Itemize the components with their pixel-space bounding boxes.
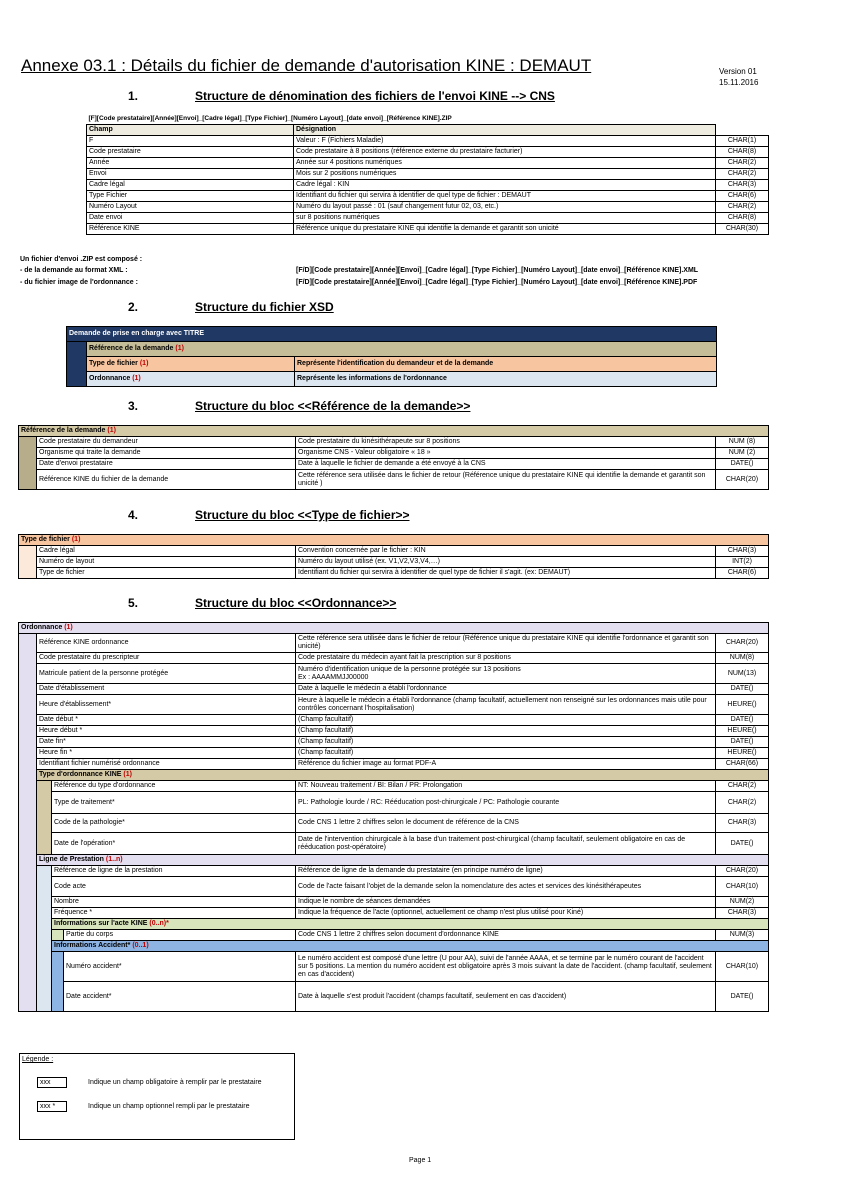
version-date: 15.11.2016: [719, 78, 759, 87]
zip-pdf-value: [F/D][Code prestataire][Année][Envoi]_[Cadre légal]_[Type Fichier]_[Numéro Layout]_[date envoi]_[Référence KINE].PDF: [296, 279, 698, 286]
info-accident-type: DATE(): [716, 982, 769, 1012]
info-accident-champ: Numéro accident*: [64, 952, 296, 982]
ordonnance-champ: Identifiant fichier numérisé ordonnance: [37, 759, 296, 770]
ligne-row: [19, 877, 769, 897]
legend-mandatory-text: Indique un champ obligatoire à remplir par le prestataire: [88, 1079, 262, 1086]
xsd-type-desc: Représente l'identification du demandeur et de la demande: [295, 357, 717, 372]
naming-type: CHAR(8): [716, 146, 769, 157]
reference-row: [19, 448, 769, 459]
legend-title: Légende :: [22, 1056, 54, 1063]
ordonnance-designation: (Champ facultatif): [296, 715, 716, 726]
ligne-champ: Fréquence *: [52, 908, 296, 919]
ligne-type: NUM(2): [716, 897, 769, 908]
ordonnance-row: [19, 726, 769, 737]
reference-champ: Référence KINE du fichier de la demande: [37, 470, 296, 490]
legend-mandatory-sample: xxx: [37, 1077, 67, 1088]
ordonnance-designation: (Champ facultatif): [296, 748, 716, 759]
info-accident-row: [19, 952, 769, 982]
section-number: 4.: [128, 508, 139, 522]
type-card: (1): [71, 536, 81, 543]
type-ord-champ: Référence du type d'ordonnance: [52, 781, 296, 792]
type-row: [19, 546, 769, 557]
ordonnance-indent: [19, 634, 37, 1012]
naming-designation: Mois sur 2 positions numériques: [294, 168, 716, 179]
ligne-type: CHAR(20): [716, 866, 769, 877]
xsd-ordonnance-label: Ordonnance: [89, 375, 133, 382]
section-title: Structure du bloc <<Ordonnance>>: [195, 596, 397, 610]
naming-champ: Envoi: [87, 168, 294, 179]
info-acte-header-card: (0..n)*: [149, 920, 169, 927]
ligne-header-label: Ligne de Prestation: [39, 856, 106, 863]
info-accident-type: CHAR(10): [716, 952, 769, 982]
ordonnance-row: [19, 664, 769, 684]
info-accident-header-label: Informations Accident*: [54, 942, 133, 949]
ordonnance-row: [19, 653, 769, 664]
naming-row: [87, 168, 769, 179]
type-ord-row: [19, 833, 769, 855]
ligne-type: CHAR(10): [716, 877, 769, 897]
legend-optional-sample: xxx *: [37, 1101, 67, 1112]
ordonnance-rows: [19, 623, 769, 1012]
naming-champ: Numéro Layout: [87, 201, 294, 212]
ordonnance-type: HEURE(): [716, 748, 769, 759]
type-type: CHAR(3): [716, 546, 769, 557]
ordonnance-type: DATE(): [716, 715, 769, 726]
type-indent: [19, 546, 37, 579]
ligne-type: CHAR(3): [716, 908, 769, 919]
ordonnance-type: HEURE(): [716, 726, 769, 737]
info-acte-indent: [52, 930, 64, 941]
naming-table: [86, 114, 769, 235]
type-ord-designation: Code CNS 1 lettre 2 chiffres selon le document de référence de la CNS: [296, 814, 716, 833]
ligne-designation: Code de l'acte faisant l'objet de la demande selon la nomenclature des actes et services des kinésithérapeutes: [296, 877, 716, 897]
ordonnance-type: HEURE(): [716, 695, 769, 715]
naming-champ: Type Fichier: [87, 190, 294, 201]
naming-designation: Valeur : F (Fichiers Maladie): [294, 135, 716, 146]
type-row: [19, 568, 769, 579]
ordonnance-champ: Référence KINE ordonnance: [37, 634, 296, 653]
type-champ: Cadre légal: [37, 546, 296, 557]
xsd-ordonnance-card: (1): [132, 375, 141, 382]
ordonnance-row: [19, 737, 769, 748]
ligne-designation: Indique la fréquence de l'acte (optionnel, actuellement ce champ n'est plus utilisé pour Kiné): [296, 908, 716, 919]
ordonnance-champ: Code prestataire du prescripteur: [37, 653, 296, 664]
ordonnance-header-label: Ordonnance: [21, 624, 65, 631]
type-ord-champ: Code de la pathologie*: [52, 814, 296, 833]
reference-type: CHAR(20): [716, 470, 769, 490]
naming-champ: Date envoi: [87, 212, 294, 223]
reference-designation: Code prestataire du kinésithérapeute sur 8 positions: [296, 437, 716, 448]
naming-rows: [87, 135, 769, 234]
type-designation: Numéro du layout utilisé (ex. V1,V2,V3,V4,…): [296, 557, 716, 568]
ligne-row: [19, 908, 769, 919]
ordonnance-designation: Date à laquelle le médecin a établi l'ordonnance: [296, 684, 716, 695]
type-ord-type: CHAR(3): [716, 814, 769, 833]
ligne-designation: Indique le nombre de séances demandées: [296, 897, 716, 908]
reference-row: [19, 437, 769, 448]
page-title: Annexe 03.1 : Détails du fichier de demande d'autorisation KINE : DEMAUT: [21, 56, 592, 75]
ordonnance-type: CHAR(20): [716, 634, 769, 653]
ordonnance-header: [19, 623, 769, 634]
naming-row: [87, 223, 769, 234]
type-type: CHAR(6): [716, 568, 769, 579]
naming-row: [87, 201, 769, 212]
xsd-reference-card: (1): [175, 345, 184, 352]
info-accident-designation: Date à laquelle s'est produit l'accident (champs facultatif, seulement en cas d'accident): [296, 982, 716, 1012]
ordonnance-designation: Heure à laquelle le médecin a établi l'ordonnance (champ facultatif, actuellement non renseigné sur les ordonnances mais utile pour contrôles concernant l'hospitalisation): [296, 695, 716, 715]
legend-optional-text: Indique un champ optionnel rempli par le prestataire: [88, 1103, 250, 1110]
naming-row: [87, 135, 769, 146]
xsd-table: [66, 326, 717, 387]
section-title: Structure du bloc <<Type de fichier>>: [195, 508, 410, 522]
ordonnance-row: [19, 748, 769, 759]
type-ord-row: [19, 814, 769, 833]
info-acte-row: [19, 930, 769, 941]
version-info: [719, 66, 758, 88]
type-ord-header-card: (1): [123, 771, 132, 778]
ligne-header: [19, 855, 769, 866]
naming-row: [87, 157, 769, 168]
ordonnance-row: [19, 715, 769, 726]
type-label: Type de fichier: [21, 536, 72, 543]
type-ord-header: [19, 770, 769, 781]
type-ord-header-label: Type d'ordonnance KINE: [39, 771, 124, 778]
reference-designation: Organisme CNS - Valeur obligatoire « 18 »: [296, 448, 716, 459]
legend-box: [19, 1053, 295, 1140]
type-champ: Type de fichier: [37, 568, 296, 579]
ordonnance-row: [19, 634, 769, 653]
ordonnance-designation: Numéro d'identification unique de la personne protégée sur 13 positions Ex : AAAAMMJJ00000: [296, 664, 716, 684]
naming-champ: Année: [87, 157, 294, 168]
naming-designation: Référence unique du prestataire KINE qui identifie la demande et garantit son unicité: [294, 223, 716, 234]
section-number: 1.: [128, 89, 139, 103]
info-acte-type: NUM(3): [716, 930, 769, 941]
naming-champ: Code prestataire: [87, 146, 294, 157]
xsd-type-card: (1): [139, 360, 149, 367]
info-accident-indent: [52, 952, 64, 1012]
ordonnance-type: DATE(): [716, 737, 769, 748]
type-ord-designation: NT: Nouveau traitement / BI: Bilan / PR: Prolongation: [296, 781, 716, 792]
info-acte-header-label: Informations sur l'acte KINE: [54, 920, 150, 927]
xsd-indent: [67, 342, 87, 387]
reference-rows: [19, 437, 769, 490]
reference-designation: Date à laquelle le fichier de demande a été envoyé à la CNS: [296, 459, 716, 470]
type-type: INT(2): [716, 557, 769, 568]
ordonnance-type: CHAR(66): [716, 759, 769, 770]
naming-designation: Code prestataire à 8 positions (référence externe du prestataire facturier): [294, 146, 716, 157]
ligne-header-card: (1..n): [105, 856, 123, 863]
col-header-blank: [716, 124, 769, 135]
reference-row: [19, 459, 769, 470]
reference-designation: Cette référence sera utilisée dans le fichier de retour (Référence unique du prestataire KINE qui identifie la demande et garantit son unicité ): [296, 470, 716, 490]
type-table: [18, 534, 769, 579]
xsd-ordonnance: [87, 372, 295, 387]
xsd-reference-label: Référence de la demande: [89, 345, 176, 352]
type-ord-type: DATE(): [716, 833, 769, 855]
naming-designation: sur 8 positions numériques: [294, 212, 716, 223]
xsd-root: Demande de prise en charge avec TITRE: [67, 327, 717, 342]
reference-type: NUM (2): [716, 448, 769, 459]
section-title: Structure du fichier XSD: [195, 300, 334, 314]
version-label: Version 01: [719, 67, 757, 76]
type-ord-champ: Date de l'opération*: [52, 833, 296, 855]
section-title: Structure de dénomination des fichiers de l'envoi KINE --> CNS: [195, 89, 555, 103]
type-row: [19, 557, 769, 568]
ordonnance-table: [18, 622, 769, 1012]
ordonnance-header-card: (1): [64, 624, 73, 631]
xsd-type: [87, 357, 295, 372]
naming-type: CHAR(3): [716, 179, 769, 190]
col-header-designation: Désignation: [294, 124, 716, 135]
ordonnance-designation: Cette référence sera utilisée dans le fichier de retour (Référence unique du prestataire KINE qui identifie l'ordonnance et garantit son unicité): [296, 634, 716, 653]
col-header-champ: Champ: [87, 124, 294, 135]
reference-row: [19, 470, 769, 490]
info-accident-header: [19, 941, 769, 952]
ordonnance-row: [19, 759, 769, 770]
naming-type: CHAR(2): [716, 201, 769, 212]
naming-type: CHAR(2): [716, 168, 769, 179]
naming-row: [87, 212, 769, 223]
type-ord-designation: PL: Pathologie lourde / RC: Rééducation post-chirurgicale / PC: Pathologie courante: [296, 792, 716, 814]
naming-type: CHAR(30): [716, 223, 769, 234]
ligne-champ: Nombre: [52, 897, 296, 908]
ordonnance-champ: Heure d'établissement*: [37, 695, 296, 715]
zip-xml-label: - de la demande au format XML :: [20, 267, 128, 274]
ordonnance-champ: Matricule patient de la personne protégée: [37, 664, 296, 684]
naming-champ: Cadre légal: [87, 179, 294, 190]
reference-type: DATE(): [716, 459, 769, 470]
type-designation: Identifiant du fichier qui servira à identifier de quel type de fichier il s'agit. (ex: DEMAUT): [296, 568, 716, 579]
xsd-ordonnance-desc: Représente les informations de l'ordonnance: [295, 372, 717, 387]
ligne-header-cell: [37, 855, 769, 866]
reference-card: (1): [107, 427, 116, 434]
naming-type: CHAR(8): [716, 212, 769, 223]
naming-row: [87, 179, 769, 190]
section-number: 3.: [128, 399, 139, 413]
info-accident-designation: Le numéro accident est composé d'une lettre (U pour AA), suivi de l'année AAAA, et se termine par le numéro courant de l'accident sur 5 positions. La mention du numéro accident est obligatoire après 3 mois suivant la date de l'accident. (champ facultatif, seulement en cas d'accident): [296, 952, 716, 982]
info-accident-row: [19, 982, 769, 1012]
page-number: Page 1: [409, 1157, 432, 1164]
ordonnance-champ: Date fin*: [37, 737, 296, 748]
reference-champ: Date d'envoi prestataire: [37, 459, 296, 470]
type-rows: [19, 546, 769, 579]
info-acte-champ: Partie du corps: [64, 930, 296, 941]
ordonnance-designation: (Champ facultatif): [296, 737, 716, 748]
reference-champ: Organisme qui traite la demande: [37, 448, 296, 459]
naming-type: CHAR(6): [716, 190, 769, 201]
info-acte-header: [19, 919, 769, 930]
xsd-type-label: Type de fichier: [89, 360, 140, 367]
reference-header: [19, 426, 769, 437]
naming-champ: Référence KINE: [87, 223, 294, 234]
ordonnance-type: NUM(13): [716, 664, 769, 684]
info-acte-designation: Code CNS 1 lettre 2 chiffres selon document d'ordonnance KINE: [296, 930, 716, 941]
zip-pdf-label: - du fichier image de l'ordonnance :: [20, 279, 138, 286]
ordonnance-designation: Référence du fichier image au format PDF-A: [296, 759, 716, 770]
zip-xml-value: [F/D][Code prestataire][Année][Envoi]_[Cadre légal]_[Type Fichier]_[Numéro Layout]_[date envoi]_[Référence KINE].XML: [296, 267, 699, 274]
section-title: Structure du bloc <<Référence de la demande>>: [195, 399, 471, 413]
ligne-champ: Code acte: [52, 877, 296, 897]
info-accident-header-card: (0..1): [132, 942, 149, 949]
ligne-designation: Référence de ligne de la demande du prestataire (en principe numéro de ligne): [296, 866, 716, 877]
ordonnance-type: DATE(): [716, 684, 769, 695]
info-acte-header-cell: [52, 919, 769, 930]
naming-designation: Identifiant du fichier qui servira à identifier de quel type de fichier : DEMAUT: [294, 190, 716, 201]
type-ord-indent: [37, 781, 52, 855]
naming-champ: F: [87, 135, 294, 146]
ordonnance-champ: Date début *: [37, 715, 296, 726]
section-number: 2.: [128, 300, 139, 314]
type-ord-header-cell: [37, 770, 769, 781]
section-number: 5.: [128, 596, 139, 610]
type-designation: Convention concernée par le fichier : KIN: [296, 546, 716, 557]
ordonnance-designation: Code prestataire du médecin ayant fait la prescription sur 8 positions: [296, 653, 716, 664]
naming-type: CHAR(1): [716, 135, 769, 146]
ordonnance-type: NUM(8): [716, 653, 769, 664]
ligne-row: [19, 866, 769, 877]
ordonnance-champ: Date d'établissement: [37, 684, 296, 695]
ordonnance-champ: Heure fin *: [37, 748, 296, 759]
type-ord-type: CHAR(2): [716, 781, 769, 792]
ordonnance-champ: Heure début *: [37, 726, 296, 737]
naming-type: CHAR(2): [716, 157, 769, 168]
type-ord-designation: Date de l'intervention chirurgicale à la base d'un traitement post-chirurgical (champ facultatif, seulement obligatoire en cas de rééducation post-opératoire): [296, 833, 716, 855]
ligne-row: [19, 897, 769, 908]
ordonnance-designation: (Champ facultatif): [296, 726, 716, 737]
ordonnance-row: [19, 695, 769, 715]
type-ord-row: [19, 781, 769, 792]
reference-champ: Code prestataire du demandeur: [37, 437, 296, 448]
naming-pattern: [F][Code prestataire][Année][Envoi]_[Cadre légal]_[Type Fichier]_[Numéro Layout]_[date envoi]_[Référence KINE].ZIP: [88, 114, 452, 122]
info-accident-champ: Date accident*: [64, 982, 296, 1012]
ligne-indent: [37, 866, 52, 1012]
info-accident-header-cell: [52, 941, 769, 952]
naming-designation: Cadre légal : KIN: [294, 179, 716, 190]
reference-table: [18, 425, 769, 490]
naming-row: [87, 190, 769, 201]
type-ord-champ: Type de traitement*: [52, 792, 296, 814]
naming-designation: Numéro du layout passé : 01 (sauf changement futur 02, 03, etc.): [294, 201, 716, 212]
ordonnance-header-cell: [19, 623, 769, 634]
ordonnance-row: [19, 684, 769, 695]
type-ord-row: [19, 792, 769, 814]
naming-row: [87, 146, 769, 157]
reference-type: NUM (8): [716, 437, 769, 448]
type-champ: Numéro de layout: [37, 557, 296, 568]
reference-label: Référence de la demande: [21, 427, 108, 434]
naming-designation: Année sur 4 positions numériques: [294, 157, 716, 168]
xsd-reference: [87, 342, 717, 357]
zip-intro: Un fichier d'envoi .ZIP est composé :: [20, 256, 143, 263]
type-ord-type: CHAR(2): [716, 792, 769, 814]
reference-indent: [19, 437, 37, 490]
type-header: [19, 535, 769, 546]
ligne-champ: Référence de ligne de la prestation: [52, 866, 296, 877]
